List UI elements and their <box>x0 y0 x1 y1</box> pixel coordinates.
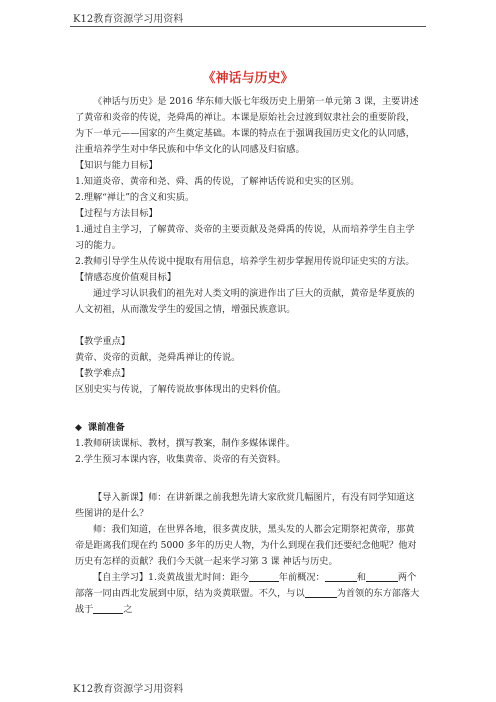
difficult-points-heading: 【教学难点】 <box>75 368 131 379</box>
page-footer: K12教育资源学习用资料 <box>73 684 184 695</box>
answer-blank[interactable] <box>366 571 398 582</box>
document-body <box>75 94 423 618</box>
new-lesson-text: 师：在讲新课之前我想先请大家欣赏几幅图片，有没有同学知道这些图讲的是什么？ <box>75 492 415 519</box>
diamond-bullet-icon: ◆ <box>75 423 82 433</box>
preparation-item-1: 1.教师研读课标、教材，撰写教案，制作多媒体课件。 <box>75 438 296 449</box>
key-points-text: 黄帝、炎帝的贡献，尧舜禹禅让的传说。 <box>75 352 241 363</box>
header-rule <box>70 26 426 27</box>
answer-blank[interactable] <box>249 571 279 582</box>
answer-blank[interactable] <box>93 603 123 614</box>
new-lesson-label: 【导入新课】 <box>93 492 149 503</box>
preparation-item-2: 2.学生预习本课内容，收集黄帝、炎帝的有关资料。 <box>75 454 286 465</box>
answer-blank[interactable] <box>325 571 357 582</box>
knowledge-item-2: 2.理解“禅让”的含义和实质。 <box>75 192 195 203</box>
answer-blank[interactable] <box>305 587 337 598</box>
document-title: 《神话与历史》 <box>202 71 294 86</box>
self-study-paragraph: 【自主学习】1.炎黄战蚩尤时间：距今 年前概况： 和 两个部落一同由西北发展到中原，结为炎黄联盟。不久，与以 为首领的东方部落大战于 之 <box>75 572 420 615</box>
emotion-heading: 【情感态度价值观目标】 <box>75 272 177 283</box>
intro-paragraph: 《神话与历史》是 2016 华东师大版七年级历史上册第一单元第 3 课，主要讲述了黄帝和炎帝的传说，尧舜禹的禅让。本课是原始社会过渡到奴隶社会的重要阶段，为下一单元——国家的产生奠定基础。本课的特点在于强调我国历史文化的认同感，注重培养学生对中华民族和中华文化的认同感及归宿感。 <box>75 96 419 155</box>
difficult-points-text: 区别史实与传说，了解传说故事体现出的史料价值。 <box>75 384 287 395</box>
knowledge-heading: 【知识与能力目标】 <box>75 160 158 171</box>
emotion-item: 通过学习认识我们的祖先对人类文明的演进作出了巨大的贡献，黄帝是华夏族的人文初祖，从而激发学生的爱国之情，增强民族意识。 <box>75 288 415 315</box>
preparation-heading: 课前准备 <box>87 422 125 433</box>
new-lesson-paragraph <box>75 490 423 522</box>
process-item-2: 2.教师引导学生从传说中提取有用信息，培养学生初步掌握用传说印证史实的方法。 <box>75 256 415 267</box>
key-points-heading: 【教学重点】 <box>75 336 131 347</box>
teacher-paragraph: 师：我们知道，在世界各地，很多黄皮肤，黑头发的人都会定期祭祀黄帝，那黄帝是距离我们现在约 5000 多年的历史人物，为什么到现在我们还要纪念他呢？他对历史有怎样的贡献？我们今天就一起来学习第 3 课 神话与历史。 <box>75 524 417 567</box>
process-heading: 【过程与方法目标】 <box>75 208 158 219</box>
knowledge-item-1: 1.知道炎帝、黄帝和尧、舜、禹的传说，了解神话传说和史实的区别。 <box>75 176 360 187</box>
preparation-heading-line <box>75 420 423 436</box>
page-header: K12教育资源学习用资料 <box>73 14 184 25</box>
self-study-label: 【自主学习】 <box>93 572 149 583</box>
process-item-1: 1.通过自主学习，了解黄帝、炎帝的主要贡献及尧舜禹的传说，从而培养学生自主学习的能力。 <box>75 224 415 251</box>
